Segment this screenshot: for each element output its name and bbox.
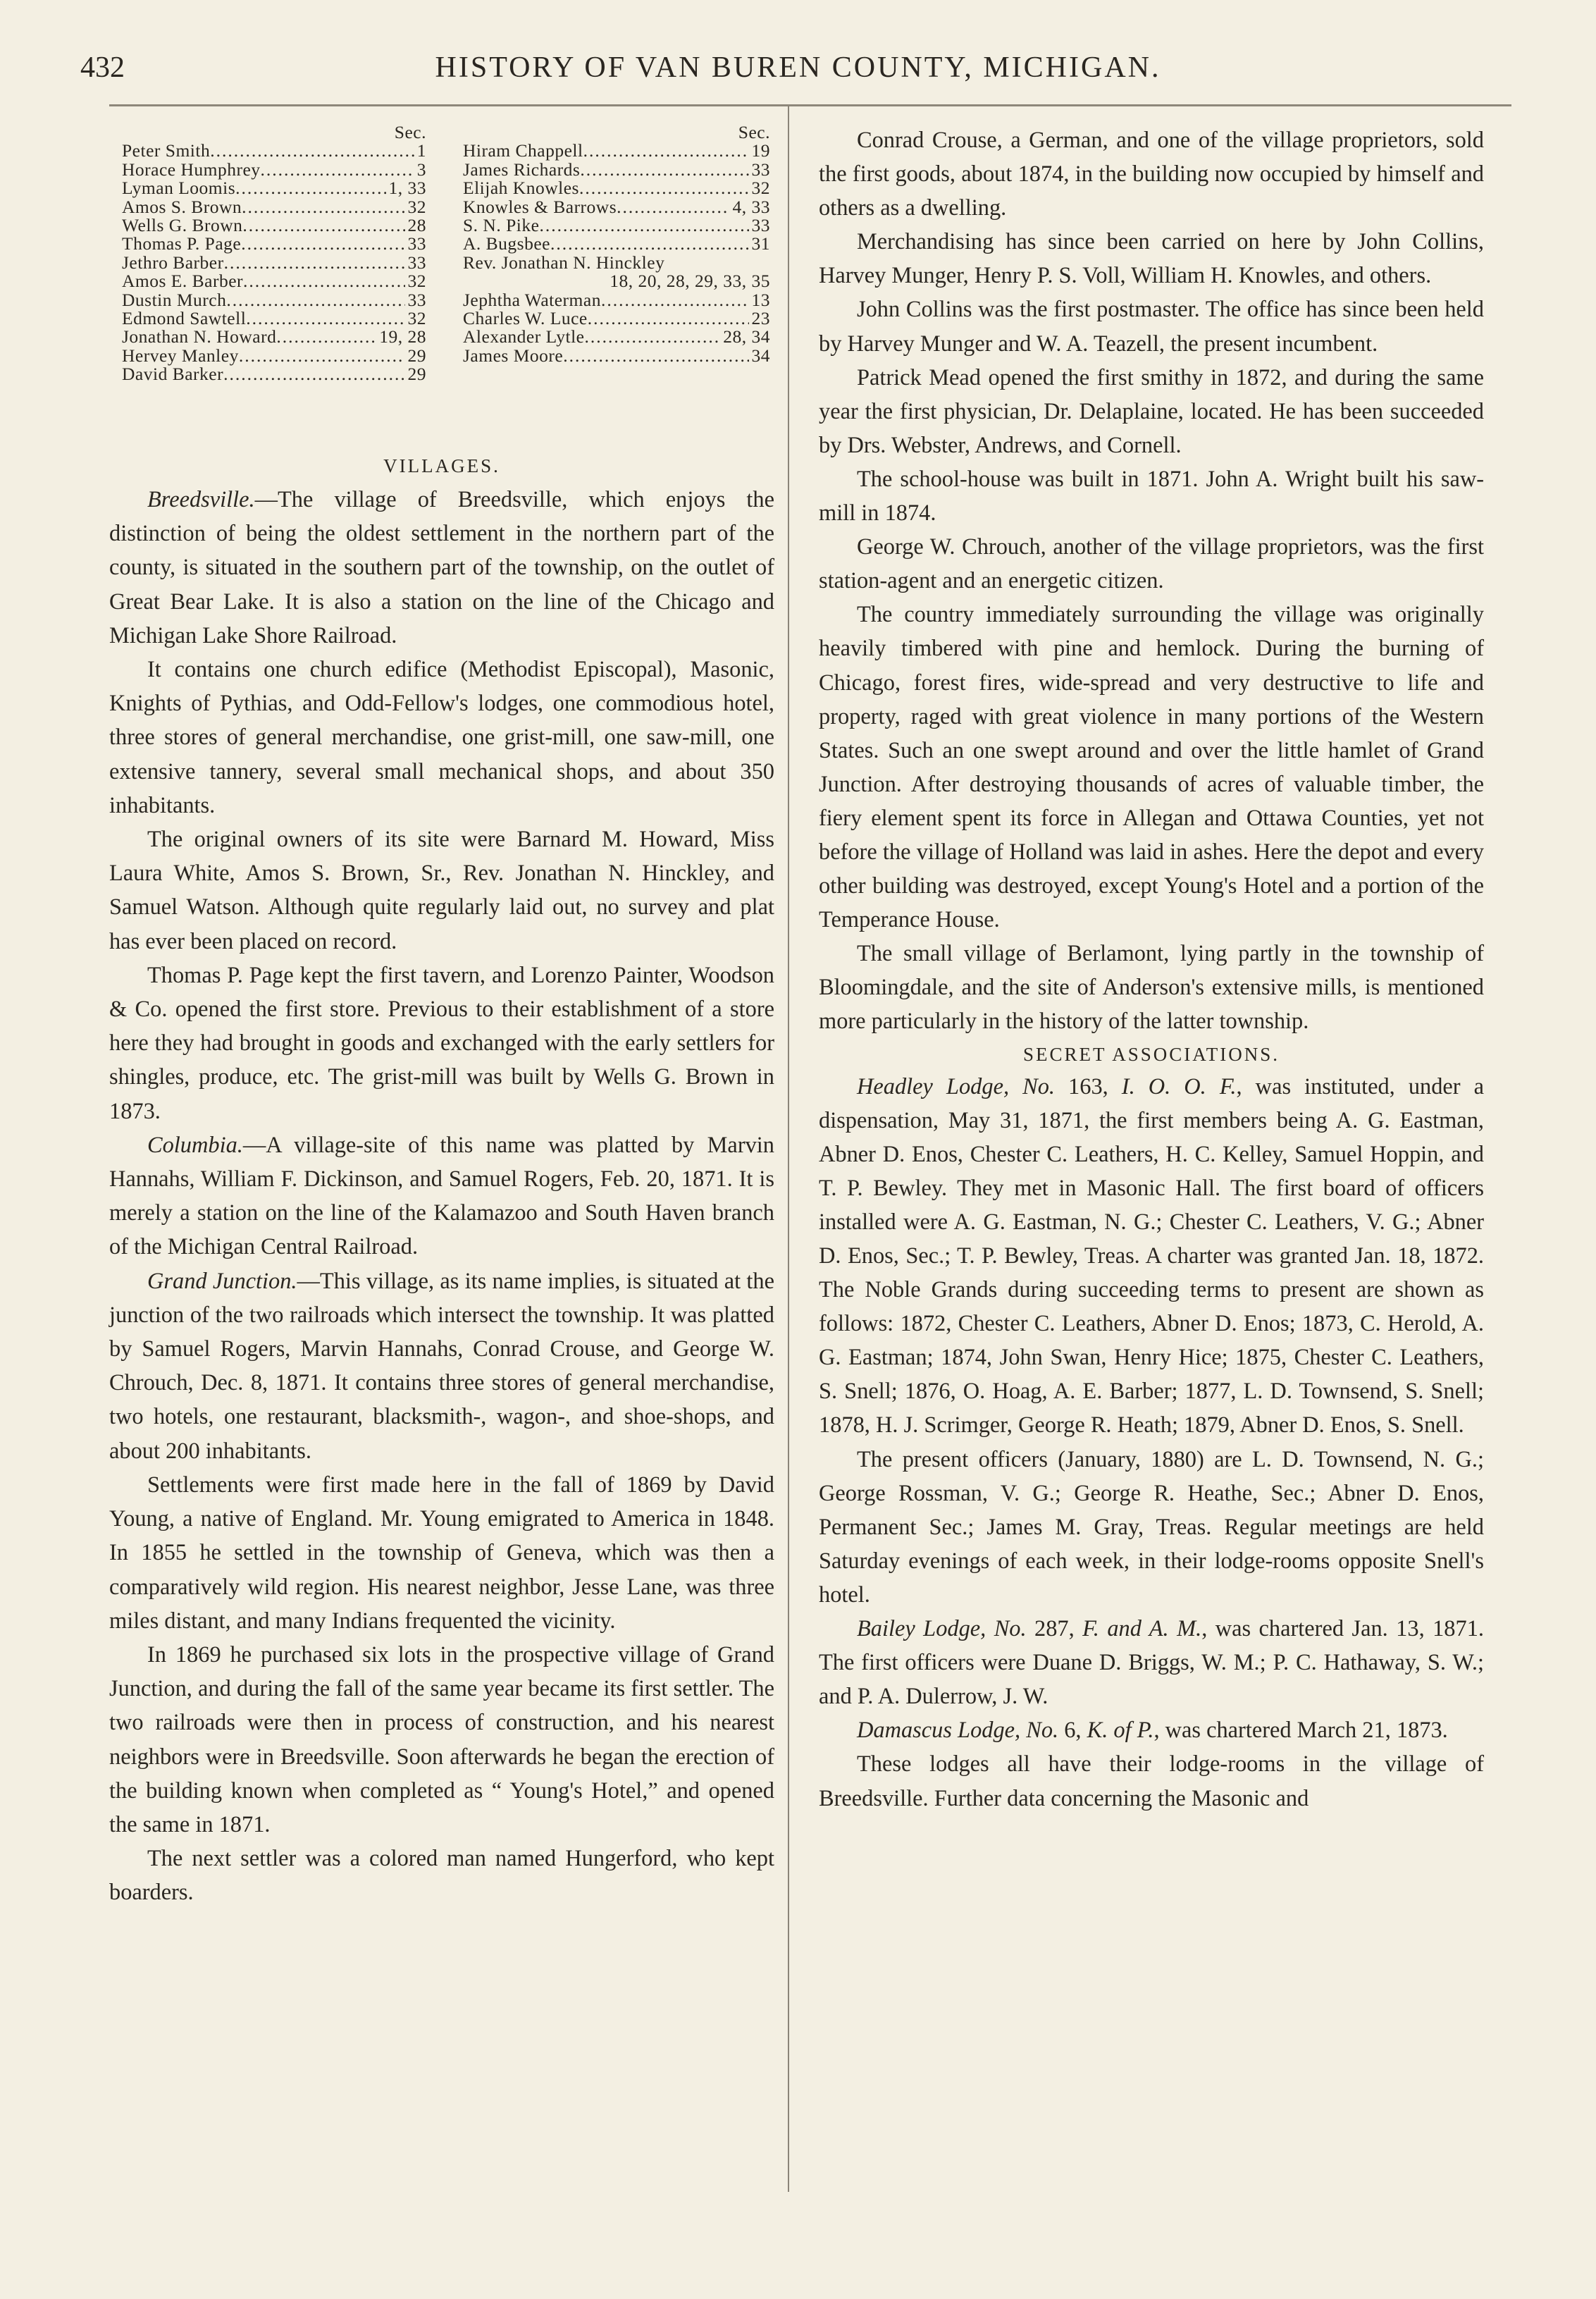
settler-name: Lyman Loomis — [122, 178, 236, 199]
settler-name: James Moore — [463, 345, 564, 366]
dot-leader — [224, 254, 405, 272]
settler-row — [122, 272, 426, 290]
sec-column-heading: Sec. — [738, 122, 770, 142]
lodge-name: Damascus Lodge, No. — [857, 1718, 1059, 1744]
dot-leader — [223, 365, 404, 383]
settler-row — [122, 235, 426, 253]
section-number: 29 — [407, 364, 426, 385]
settler-row — [122, 254, 426, 272]
settler-name: James Richards — [463, 159, 581, 180]
section-number: 33 — [751, 159, 770, 180]
dot-leader — [235, 179, 385, 197]
section-number: 33 — [751, 215, 770, 236]
section-number: 32 — [407, 271, 426, 292]
section-number: 13 — [751, 289, 770, 310]
paragraph: Conrad Crouse, a German, and one of the village proprietors, sold the first goods, about 1874, in the building now occupied by himself and others as a dwelling. — [819, 128, 1484, 221]
paragraph: Merchandising has since been carried on here by John Collins, Harvey Munger, Henry P. S. Voll, William H. Knowles, and others. — [819, 229, 1484, 289]
paragraph: John Collins was the first postmaster. The office has since been held by Harvey Munger and W. A. Teazell, the present incumbent. — [819, 297, 1484, 357]
lodge-order: I. O. O. F. — [1121, 1073, 1237, 1099]
village-name: Grand Junction. — [147, 1268, 297, 1294]
settler-row — [463, 142, 770, 160]
lodge-name: Bailey Lodge, No. — [857, 1616, 1027, 1642]
paragraph: In 1869 he purchased six lots in the prospective village of Grand Junction, and during the fall of the same year became its first settler. The two railroads were then in process of construction, and his nearest neighbors were in Breedsville. Soon afterwards he began the erection of the building known when completed as “ Young's Hotel,” and opened the same in 1871. — [109, 1641, 774, 1837]
running-title: HISTORY OF VAN BUREN COUNTY, MICHIGAN. — [435, 51, 1161, 84]
settler-name: Rev. Jonathan N. Hinckley — [463, 252, 665, 273]
section-number: 1, 33 — [388, 178, 426, 199]
paragraph: George W. Chrouch, another of the village proprietors, was the first station-agent and an energetic citizen. — [819, 534, 1484, 594]
settler-row — [463, 347, 770, 365]
section-number: 32 — [751, 178, 770, 199]
section-number: 19 — [751, 140, 770, 161]
settler-name: Alexander Lytle — [463, 326, 585, 347]
settler-row — [463, 198, 770, 216]
settler-row — [463, 216, 770, 235]
paragraph: The next settler was a colored man named Hungerford, who kept boarders. — [109, 1846, 774, 1906]
settler-name: Elijah Knowles — [463, 178, 579, 199]
section-heading-villages: VILLAGES. — [383, 455, 500, 476]
header-rule — [109, 104, 1511, 106]
settler-name: Hervey Manley — [122, 345, 239, 366]
settler-name: Hiram Chappell — [463, 140, 583, 161]
dot-leader — [243, 272, 404, 290]
settler-row — [122, 216, 426, 235]
section-number: 32 — [407, 196, 426, 217]
paragraph: Columbia.—A village-site of this name was platted by Marvin Hannahs, William F. Dickinson, and Samuel Rogers, Feb. 20, 1871. It is merely a station on the line of the Kalamazoo and South Haven branch of the Michigan Central Railroad. — [109, 1132, 774, 1260]
section-heading-secret-associations: SECRET ASSOCIATIONS. — [1022, 1043, 1280, 1065]
settler-row — [122, 291, 426, 309]
settler-row — [463, 272, 770, 290]
settler-row — [463, 161, 770, 179]
paragraph: These lodges all have their lodge-rooms in the village of Breedsville. Further data concerning the Masonic and — [819, 1751, 1484, 1811]
settler-row — [463, 309, 770, 328]
paragraph: The country immediately surrounding the village was originally heavily timbered with pine and hemlock. During the burning of Chicago, forest fires, wide-spread and very destructive to life and property, raged with great violence in many portions of the Western States. Such an one swept around and over the little hamlet of Grand Junction. After destroying thousands of acres of valuable timber, the fiery element spent its force in Allegan and Ottawa Counties, yet not before the village of Holland was laid in ashes. Here the depot and every other building was destroyed, except Young's Hotel and a portion of the Temperance House. — [819, 602, 1484, 933]
section-number: 4, 33 — [732, 196, 770, 217]
settler-name: Edmond Sawtell — [122, 308, 247, 329]
paragraph: The original owners of its site were Barnard M. Howard, Miss Laura White, Amos S. Brown, Sr., Rev. Jonathan N. Hinckley, and Samuel Watson. Although quite regularly laid out, no survey and plat has ever been placed on record. — [109, 827, 774, 954]
settler-name: S. N. Pike — [463, 215, 540, 236]
section-number: 31 — [751, 233, 770, 254]
column-divider — [788, 106, 789, 2192]
settler-name: David Barker — [122, 364, 224, 385]
settler-name: Amos E. Barber — [122, 271, 244, 292]
settler-row — [463, 254, 770, 272]
settler-name: Jonathan N. Howard — [122, 326, 277, 347]
dot-leader — [563, 347, 748, 365]
settler-row — [463, 328, 770, 346]
settler-name: Knowles & Barrows — [463, 196, 617, 217]
settler-section-tables — [109, 123, 774, 455]
dot-leader — [276, 328, 376, 346]
settler-row — [122, 179, 426, 197]
settler-table-left — [122, 123, 426, 384]
paragraph: Damascus Lodge, No. 6, K. of P., was chartered March 21, 1873. — [857, 1718, 1448, 1744]
dot-leader — [601, 291, 749, 309]
settler-row — [122, 161, 426, 179]
section-number: 23 — [751, 308, 770, 329]
section-number: 3 — [416, 159, 426, 180]
section-number: 1 — [416, 140, 426, 161]
dot-leader — [579, 179, 749, 197]
settler-name: Thomas P. Page — [122, 233, 242, 254]
paragraph: The present officers (January, 1880) are L. D. Townsend, N. G.; George Rossman, V. G.; George R. Heathe, Sec.; Abner D. Enos, Permanent Sec.; James M. Gray, Treas. Regular meetings are held Saturday evenings of each week, in their lodge-rooms opposite Snell's hotel. — [819, 1446, 1484, 1608]
lodge-order: K. of P. — [1087, 1718, 1154, 1744]
settler-name: Dustin Murch — [122, 289, 227, 310]
settler-name: Wells G. Brown — [122, 215, 243, 236]
section-number: 29 — [407, 345, 426, 366]
settler-name: Jephtha Waterman — [463, 289, 601, 310]
dot-leader — [242, 216, 404, 235]
section-number: 18, 20, 28, 29, 33, 35 — [610, 271, 770, 292]
dot-leader — [539, 216, 748, 235]
settler-row — [122, 347, 426, 365]
section-number: 28 — [407, 215, 426, 236]
settler-row — [122, 328, 426, 346]
dot-leader — [246, 309, 404, 328]
dot-leader — [583, 142, 749, 160]
settler-table-right — [463, 123, 770, 365]
paragraph: Thomas P. Page kept the first tavern, and Lorenzo Painter, Woodson & Co. opened the first store. Previous to their establishment of a store here they had brought in goods and exchanged with the early settlers for shingles, produce, etc. The grist-mill was built by Wells G. Brown in 1873. — [109, 962, 774, 1124]
lodge-name: Headley Lodge, No. — [857, 1073, 1055, 1099]
settler-row — [122, 142, 426, 160]
paragraph: Grand Junction.—This village, as its name implies, is situated at the junction of the two railroads which intersect the township. It was platted by Samuel Rogers, Marvin Hannahs, Conrad Crouse, and George W. Chrouch, Dec. 8, 1871. It contains three stores of general merchandise, two hotels, one restaurant, blacksmith-, wagon-, and shoe-shops, and about 200 inhabitants. — [109, 1268, 775, 1464]
paragraph: Headley Lodge, No. 163, I. O. O. F., was instituted, under a dispensation, May 31, 1871, the first members being A. G. Eastman, Abner D. Enos, Chester C. Leathers, H. C. Kelley, Samuel Hoppin, and T. P. Bewley. They met in Masonic Hall. The first board of officers installed were A. G. Eastman, N. G.; Chester C. Leathers, V. G.; Abner D. Enos, Sec.; T. P. Bewley, Treas. A charter was granted Jan. 18, 1872. The Noble Grands during succeeding terms to present are shown as follows: 1872, Chester C. Leathers, Abner D. Enos; 1873, C. Herold, A. G. Eastman; 1874, John Swan, Henry Hice; 1875, Chester C. Leathers, S. Snell; 1876, O. Hoag, A. E. Barber; 1877, L. D. Townsend, S. Snell; 1878, H. J. Scrimger, George R. Heath; 1879, Abner D. Enos, S. Snell. — [819, 1073, 1484, 1438]
dot-leader — [588, 309, 749, 328]
section-number: 33 — [407, 252, 426, 273]
dot-leader — [550, 235, 749, 253]
paragraph: Patrick Mead opened the first smithy in 1872, and during the same year the first physician, Dr. Delaplaine, located. He has been succeeded by Drs. Webster, Andrews, and Cornell. — [819, 364, 1484, 458]
page-number: 432 — [80, 51, 125, 84]
settler-row — [463, 179, 770, 197]
settler-name: Peter Smith — [122, 140, 211, 161]
dot-leader — [226, 291, 404, 309]
dot-leader — [261, 161, 414, 179]
dot-leader — [242, 198, 404, 216]
village-name: Breedsville. — [147, 487, 255, 512]
right-column — [819, 123, 1484, 1816]
paragraph: Settlements were first made here in the fall of 1869 by David Young, a native of England. Mr. Young emigrated to America in 1848. In 1855 he settled in the township of Geneva, which was then a comparatively wild region. His nearest neighbor, Jesse Lane, was three miles distant, and many Indians frequented the vicinity. — [109, 1472, 774, 1634]
section-number: 32 — [407, 308, 426, 329]
lodge-order: F. and A. M. — [1082, 1616, 1202, 1642]
paragraph: Breedsville.—The village of Breedsville, which enjoys the distinction of being the oldest settlement in the northern part of the county, is situated in the southern part of the township, on the outlet of Great Bear Lake. It is also a station on the line of the Chicago and Michigan Lake Shore Railroad. — [109, 487, 774, 648]
section-number: 19, 28 — [379, 326, 426, 347]
sec-column-heading: Sec. — [394, 122, 426, 142]
left-column — [109, 123, 774, 1910]
settler-row — [122, 309, 426, 328]
paragraph: The small village of Berlamont, lying partly in the township of Bloomingdale, and the site of Anderson's extensive mills, is mentioned more particularly in the history of the latter township. — [819, 941, 1484, 1035]
settler-row — [463, 235, 770, 253]
settler-row — [122, 198, 426, 216]
section-number: 33 — [407, 233, 426, 254]
paragraph: The school-house was built in 1871. John A. Wright built his saw-mill in 1874. — [819, 466, 1484, 526]
settler-name: Charles W. Luce — [463, 308, 588, 329]
paragraph: Bailey Lodge, No. 287, F. and A. M., was chartered Jan. 13, 1871. The first officers were Duane D. Briggs, W. M.; P. C. Hathaway, S. W.; and P. A. Dulerrow, J. W. — [819, 1616, 1484, 1710]
section-number: 33 — [407, 289, 426, 310]
section-number: 34 — [751, 345, 770, 366]
settler-row — [463, 291, 770, 309]
dot-leader — [210, 142, 414, 160]
settler-row — [122, 365, 426, 383]
paragraph: It contains one church edifice (Methodist Episcopal), Masonic, Knights of Pythias, and Odd-Fellow's lodges, one commodious hotel, three stores of general merchandise, one grist-mill, one saw-mill, one extensive tannery, several small mechanical shops, and about 350 inhabitants. — [109, 657, 774, 818]
settler-name: Horace Humphrey — [122, 159, 261, 180]
dot-leader — [584, 328, 720, 346]
section-number: 28, 34 — [723, 326, 770, 347]
dot-leader — [617, 198, 729, 216]
village-name: Columbia. — [147, 1132, 243, 1158]
settler-name: Amos S. Brown — [122, 196, 242, 217]
dot-leader — [580, 161, 748, 179]
dot-leader — [241, 235, 404, 253]
settler-name: Jethro Barber — [122, 252, 224, 273]
settler-name: A. Bugsbee — [463, 233, 550, 254]
dot-leader — [239, 347, 405, 365]
